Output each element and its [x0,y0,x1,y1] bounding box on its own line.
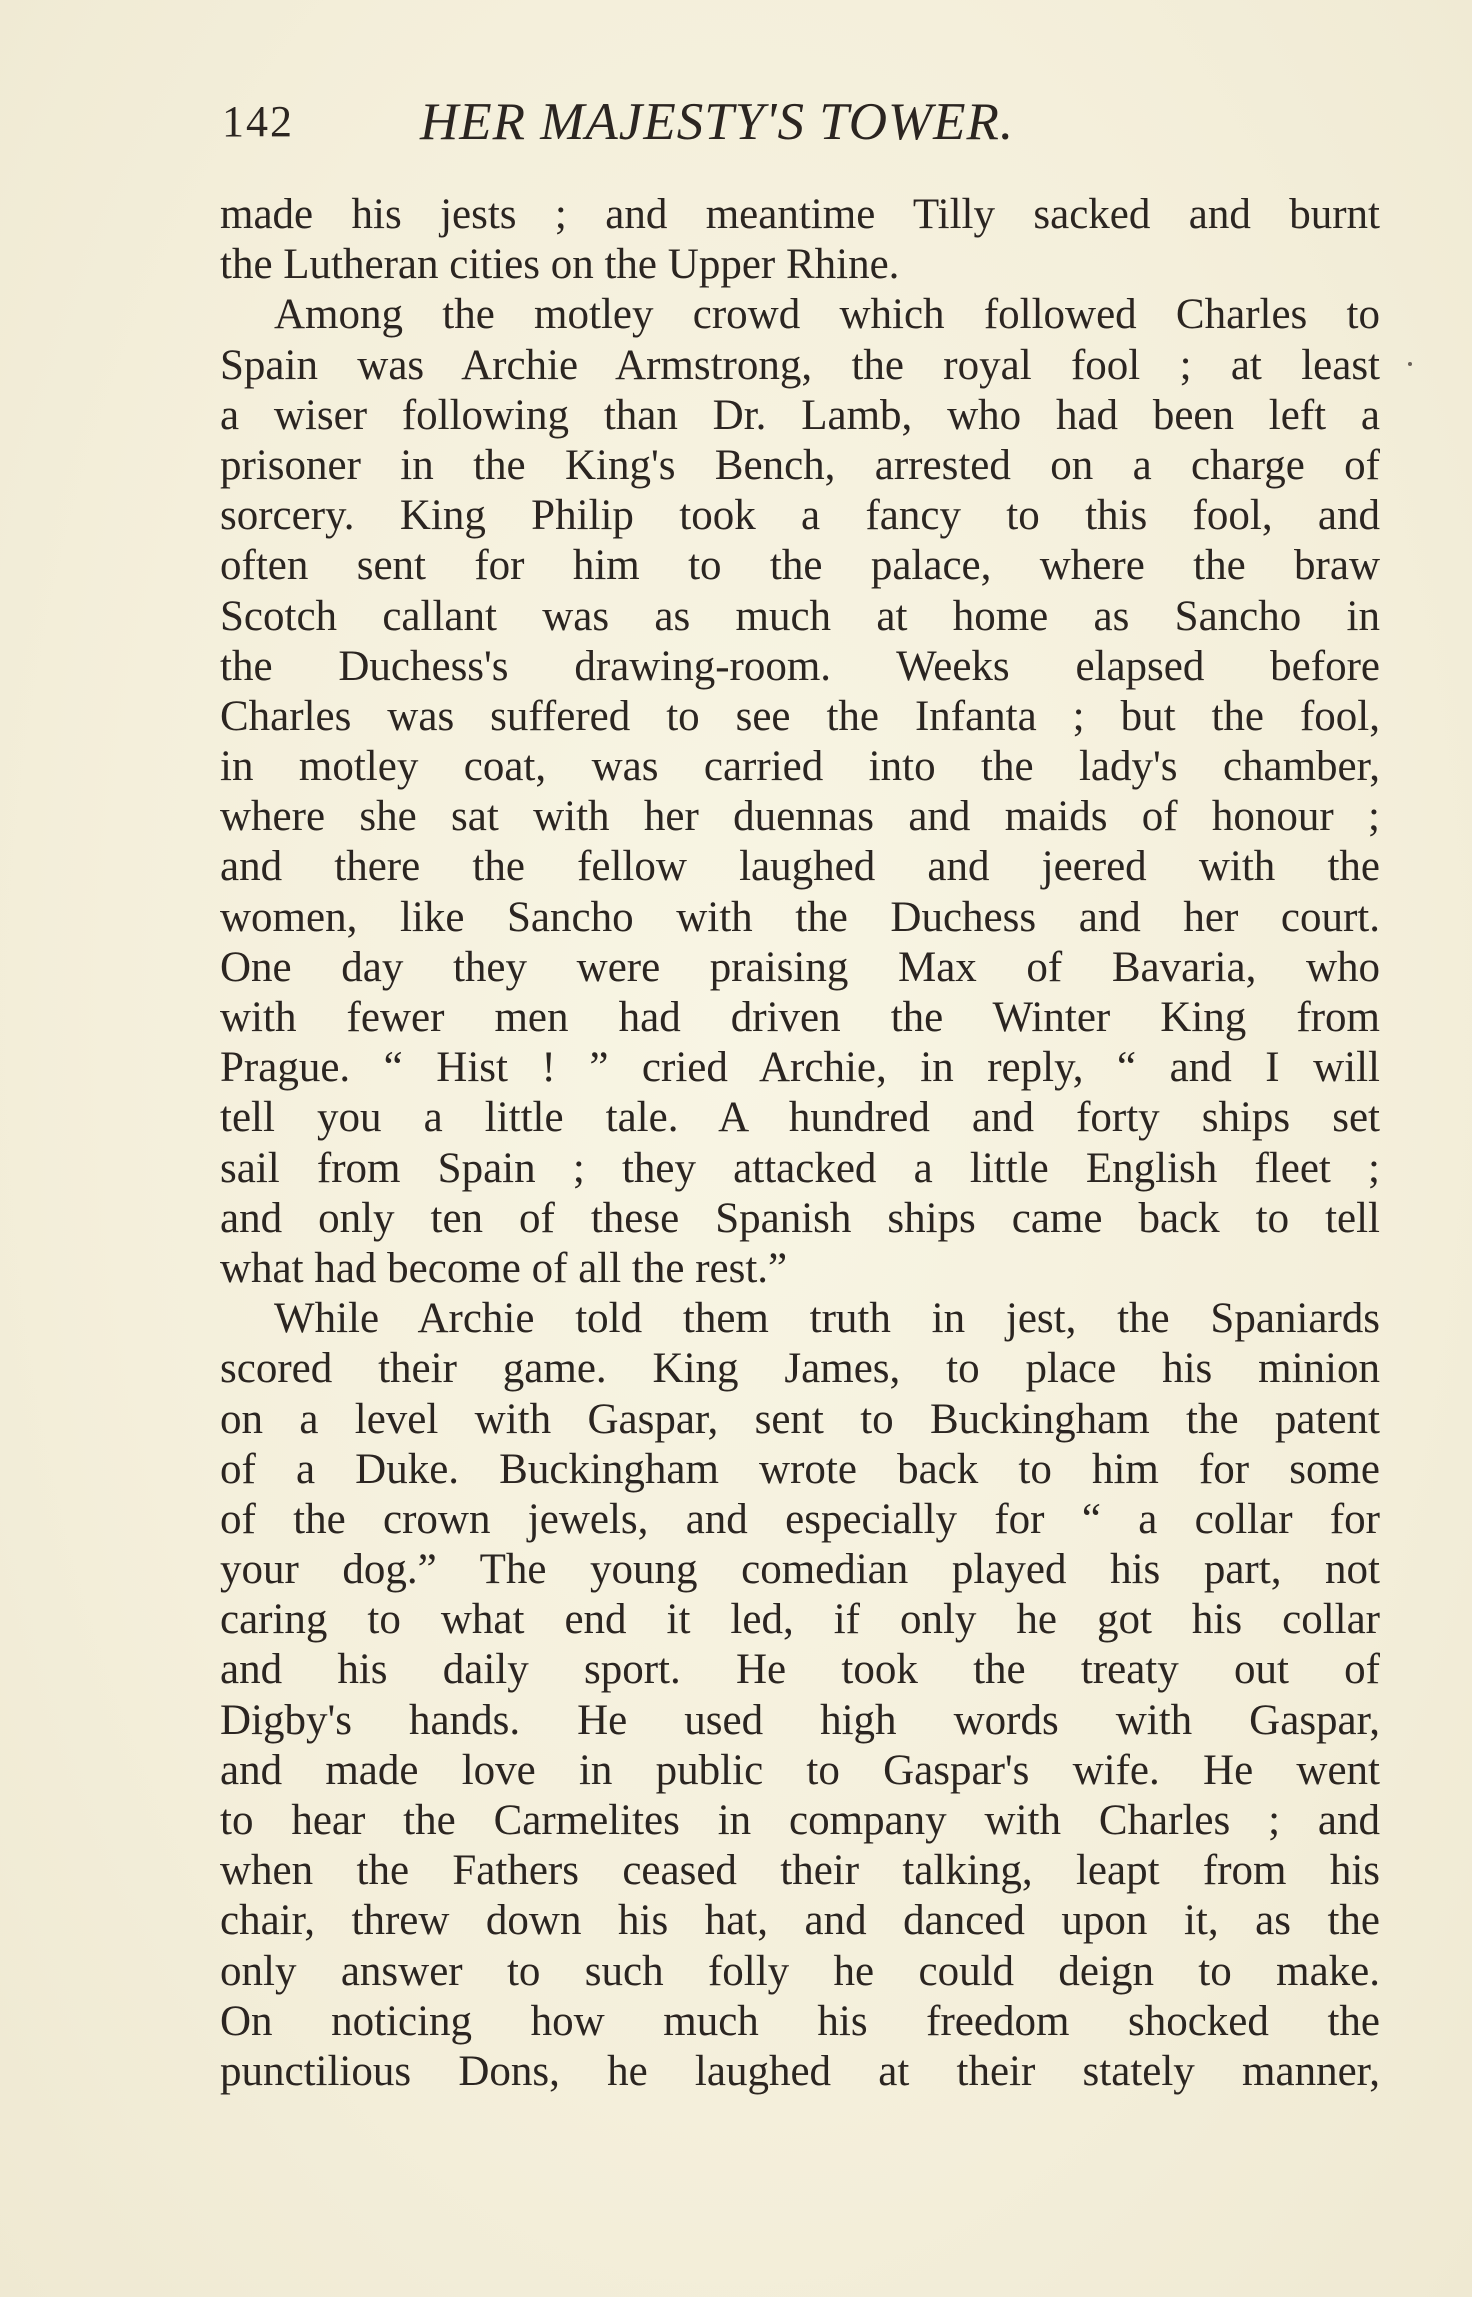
text-line: made his jests ; and meantime Tilly sacked and burnt [220,191,1380,238]
text-line: and made love in public to Gaspar's wife. He went [220,1746,1380,1794]
text-line: to hear the Carmelites in company with Charles ; and [220,1797,1380,1844]
text-line: tell you a little tale. A hundred and forty ships set [220,1094,1380,1142]
text-line: and only ten of these Spanish ships came back to tell [220,1194,1380,1242]
text-line: a wiser following than Dr. Lamb, who had been left a [220,391,1380,439]
text-line: when the Fathers ceased their talking, leapt from his [220,1847,1380,1895]
text-line: sail from Spain ; they attacked a little English fleet ; [220,1144,1380,1192]
text-line: Digby's hands. He used high words with Gaspar, [220,1696,1380,1744]
text-line: Scotch callant was as much at home as Sancho in [220,592,1380,640]
text-line: and his daily sport. He took the treaty out of [220,1646,1380,1694]
text-line: On noticing how much his freedom shocked the [220,1997,1380,2045]
text-line: prisoner in the King's Bench, arrested on a charge of [220,441,1380,489]
text-line: of a Duke. Buckingham wrote back to him for some [220,1445,1380,1493]
text-line: what had become of all the rest.” [220,1244,788,1292]
text-line: often sent for him to the palace, where the braw [220,542,1380,590]
text-line: While Archie told them truth in jest, the Spaniards [274,1295,1380,1343]
text-line: where she sat with her duennas and maids of honour ; [220,793,1380,841]
body-text [220,190,1380,2097]
running-title: HER MAJESTY'S TOWER. [420,93,1015,151]
text-line: scored their game. King James, to place his minion [220,1345,1380,1393]
page-number: 142 [222,97,294,146]
text-line: punctilious Dons, he laughed at their stately manner, [220,2047,1380,2095]
text-line: Charles was suffered to see the Infanta ; but the fool, [220,692,1380,740]
text-line: caring to what end it led, if only he got his collar [220,1596,1380,1644]
text-line: women, like Sancho with the Duchess and her court. [220,893,1380,941]
text-line: Among the motley crowd which followed Charles to [274,291,1380,339]
text-line: in motley coat, was carried into the lady's chamber, [220,743,1380,791]
text-line: your dog.” The young comedian played his part, not [220,1546,1380,1594]
text-line: sorcery. King Philip took a fancy to this fool, and [220,492,1380,540]
text-line: the Duchess's drawing-room. Weeks elapsed before [220,642,1380,690]
margin-speck [1408,362,1412,366]
running-head [222,92,1222,152]
text-line: on a level with Gaspar, sent to Buckingham the patent [220,1395,1380,1443]
text-line: of the crown jewels, and especially for “ a collar for [220,1495,1380,1543]
text-line: and there the fellow laughed and jeered with the [220,843,1380,891]
text-line: Prague. “ Hist ! ” cried Archie, in reply, “ and I will [220,1044,1380,1092]
text-line: Spain was Archie Armstrong, the royal fool ; at least [220,341,1380,389]
text-line: with fewer men had driven the Winter King from [220,994,1380,1041]
text-line: One day they were praising Max of Bavaria, who [220,943,1380,991]
text-line: chair, threw down his hat, and danced upon it, as the [220,1897,1380,1945]
text-line: the Lutheran cities on the Upper Rhine. [220,241,900,289]
text-line: only answer to such folly he could deign to make. [220,1947,1380,1995]
